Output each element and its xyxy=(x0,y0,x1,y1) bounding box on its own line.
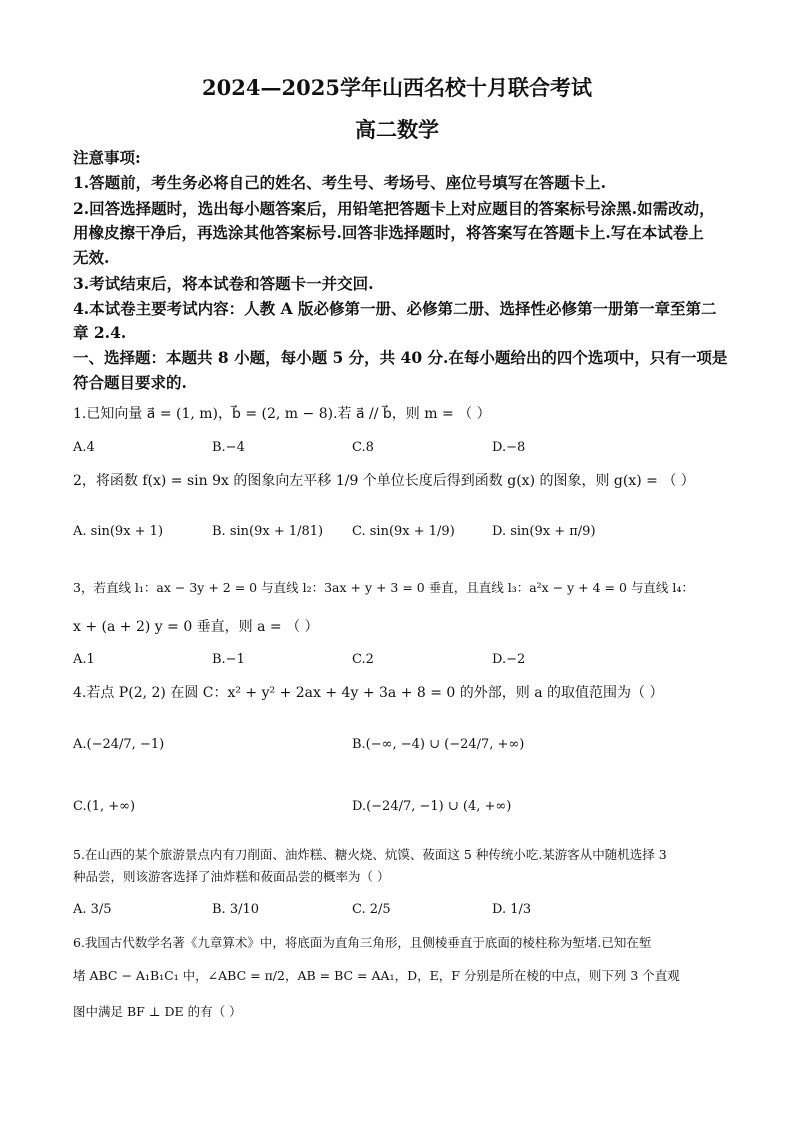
question-4-option-d: D.(−24/7, −1) ∪ (4, +∞) xyxy=(352,799,512,814)
question-2-option-a: A. sin(9x + 1) xyxy=(73,524,164,539)
question-3-option-a: A.1 xyxy=(73,652,95,667)
question-5-option-c: C. 2/5 xyxy=(352,902,391,917)
notice-item-2-line-2: 用橡皮擦干净后，再选涂其他答案标号.回答非选择题时，将答案写在答题卡上.写在本试卷上 xyxy=(73,223,704,242)
question-5-option-d: D. 1/3 xyxy=(492,902,532,917)
notice-item-2-line-1: 2.回答选择题时，选出每小题答案后，用铅笔把答题卡上对应题目的答案标号涂黑.如需改动， xyxy=(73,199,715,218)
exam-subject: 高二数学 xyxy=(355,117,439,142)
notice-item-3: 3.考试结束后，将本试卷和答题卡一并交回. xyxy=(73,274,374,293)
question-4-option-c: C.(1, +∞) xyxy=(73,799,136,814)
question-3-stem-line-1: 3，若直线 l₁：ax − 3y + 2 = 0 与直线 l₂：3ax + y + 3 = 0 垂直，且直线 l₃：a²x − y + 4 = 0 与直线 l₄： xyxy=(73,580,694,595)
question-1-option-b: B.−4 xyxy=(212,440,245,455)
question-2-option-c: C. sin(9x + 1/9) xyxy=(352,524,455,539)
question-3-option-c: C.2 xyxy=(352,652,374,667)
question-6-stem-line-1: 6.我国古代数学名著《九章算术》中，将底面为直角三角形，且侧棱垂直于底面的棱柱称为堑堵.已知在堑 xyxy=(73,935,652,950)
question-3-option-d: D.−2 xyxy=(492,652,526,667)
question-2-option-b: B. sin(9x + 1/81) xyxy=(212,524,324,539)
question-2-option-d: D. sin(9x + π/9) xyxy=(492,524,596,539)
question-1-option-a: A.4 xyxy=(73,440,95,455)
question-5-stem-line-2: 种品尝，则该游客选择了油炸糕和莜面品尝的概率为（ ） xyxy=(73,869,390,884)
notice-item-2-line-3: 无效. xyxy=(73,248,110,267)
question-1-option-c: C.8 xyxy=(352,440,374,455)
exam-title: 2024—2025学年山西名校十月联合考试 xyxy=(202,75,592,100)
question-5-option-b: B. 3/10 xyxy=(212,902,260,917)
notice-heading: 注意事项: xyxy=(73,148,141,167)
notice-item-1: 1.答题前，考生务必将自己的姓名、考生号、考场号、座位号填写在答题卡上. xyxy=(73,173,607,192)
question-4-option-a: A.(−24/7, −1) xyxy=(73,737,165,752)
question-6-stem-line-2: 堵 ABC − A₁B₁C₁ 中，∠ABC = π/2，AB = BC = AA₁，D，E，F 分别是所在棱的中点，则下列 3 个直观 xyxy=(73,968,680,983)
question-3-option-b: B.−1 xyxy=(212,652,245,667)
question-2-stem: 2，将函数 f(x) = sin 9x 的图象向左平移 1/9 个单位长度后得到函数 g(x) 的图象，则 g(x) = （ ） xyxy=(73,473,695,489)
notice-item-4-line-1: 4.本试卷主要考试内容：人教 A 版必修第一册、必修第二册、选择性必修第一册第一章至第二 xyxy=(73,299,717,318)
question-3-stem-line-2: x + (a + 2) y = 0 垂直，则 a = （ ） xyxy=(73,619,319,635)
question-5-option-a: A. 3/5 xyxy=(73,902,112,917)
question-1-stem: 1.已知向量 a⃗ = (1, m)，b⃗ = (2, m − 8).若 a⃗ // b⃗，则 m = （ ） xyxy=(73,406,491,422)
question-6-stem-line-3: 图中满足 BF ⊥ DE 的有（ ） xyxy=(73,1004,242,1019)
question-4-stem: 4.若点 P(2, 2) 在圆 C：x² + y² + 2ax + 4y + 3a + 8 = 0 的外部，则 a 的取值范围为（ ） xyxy=(73,685,664,701)
question-4-option-b: B.(−∞, −4) ∪ (−24/7, +∞) xyxy=(352,737,525,752)
section-1-heading-line-2: 符合题目要求的. xyxy=(73,373,187,392)
question-1-option-d: D.−8 xyxy=(492,440,526,455)
question-5-stem-line-1: 5.在山西的某个旅游景点内有刀削面、油炸糕、糖火烧、炕馍、莜面这 5 种传统小吃.某游客从中随机选择 3 xyxy=(73,847,667,862)
notice-item-4-line-2: 章 2.4. xyxy=(73,323,127,342)
section-1-heading-line-1: 一、选择题：本题共 8 小题，每小题 5 分，共 40 分.在每小题给出的四个选项中，只有一项是 xyxy=(73,348,728,367)
